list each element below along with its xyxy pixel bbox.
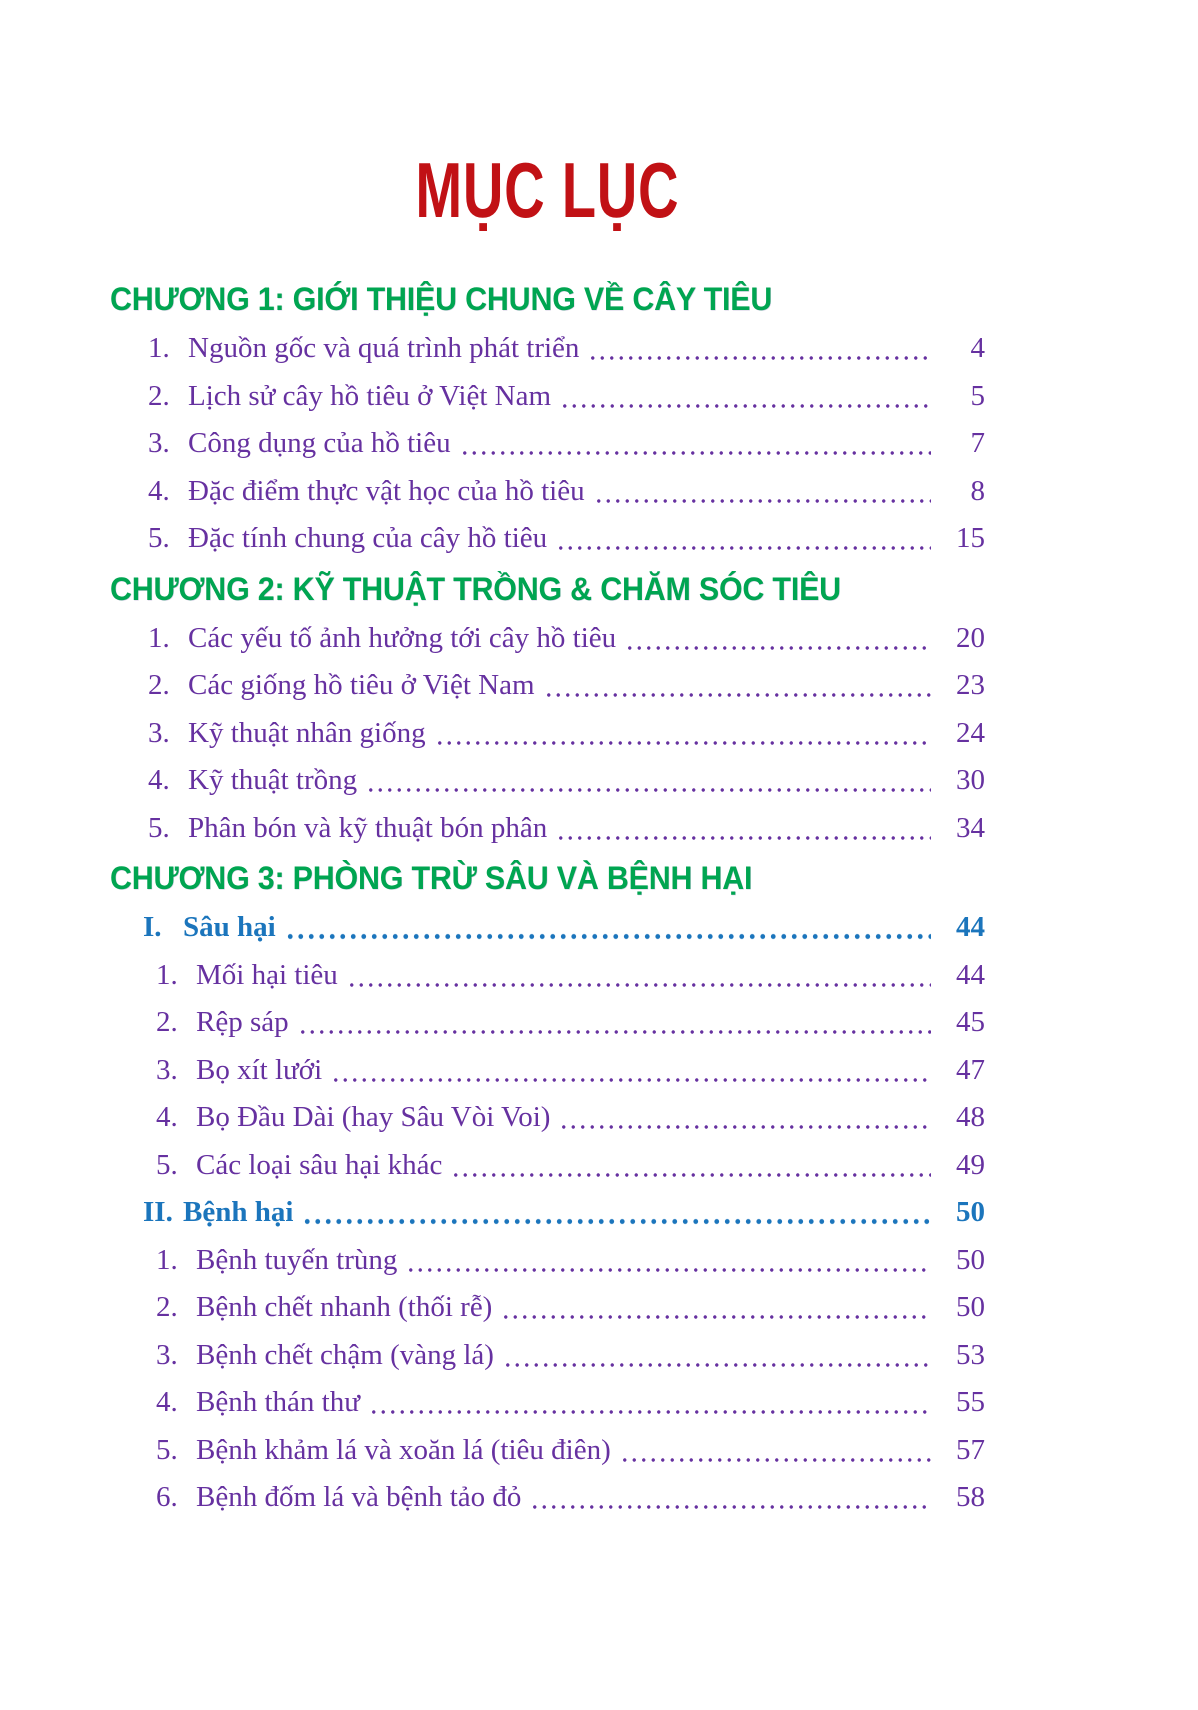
page-number: 5 [970,379,985,412]
entry-label: Bọ Đầu Dài (hay Sâu Vòi Voi) [196,1101,551,1133]
dot-leader [588,325,931,373]
entry-number: 6. [156,1481,178,1513]
entry-number: 1. [148,621,170,654]
page-number: 50 [956,1291,985,1323]
chapter-heading [110,852,985,904]
toc-entry [110,662,985,710]
toc-entry [110,1427,985,1475]
dot-leader [625,615,931,663]
page-number: 58 [956,1481,985,1513]
dot-leader [530,1474,931,1522]
entry-number: 5. [148,522,170,554]
toc-entry [110,1047,985,1095]
page-number: 4 [970,332,985,364]
entry-label: Bệnh khảm lá và xoăn lá (tiêu điên) [196,1433,611,1466]
section-label: Bệnh hại [183,1196,294,1228]
entry-number: 4. [148,764,170,796]
entry-number: 4. [148,474,170,507]
dot-leader [460,420,931,468]
dot-leader [406,1237,931,1285]
page-number: 50 [956,1243,985,1276]
chapter-heading-label: CHƯƠNG 1: GIỚI THIỆU CHUNG VỀ CÂY TIÊU [110,281,773,317]
entry-number: 2. [156,1006,178,1038]
page-title [110,146,985,234]
entry-number: 5. [156,1148,178,1181]
entry-number: 3. [148,716,170,749]
page-number: 24 [956,716,985,749]
dot-leader [544,662,932,710]
page-number: 34 [956,811,985,844]
toc-entry [110,710,985,758]
page-number: 44 [956,911,985,943]
toc-entry [110,1094,985,1142]
page-number: 30 [956,764,985,796]
toc-entry [110,515,985,563]
dot-leader [594,468,931,516]
toc-entry [110,1332,985,1380]
entry-label: Đặc điểm thực vật học của hồ tiêu [188,474,585,507]
entry-label: Phân bón và kỹ thuật bón phân [188,811,548,844]
page-number: 47 [956,1053,985,1086]
toc-entry [110,999,985,1047]
page-number: 8 [970,474,985,507]
entry-number: 4. [156,1386,178,1418]
entry-label: Rệp sáp [196,1006,289,1038]
entry-number: 1. [156,1243,178,1276]
entry-number: 3. [156,1053,178,1086]
page-number: 48 [956,1101,985,1133]
toc-entry [110,1284,985,1332]
entry-label: Mối hại tiêu [196,958,338,991]
section-header [110,904,985,952]
dot-leader [620,1427,931,1475]
page-number: 50 [956,1196,985,1228]
entry-label: Bệnh thán thư [196,1386,360,1418]
entry-label: Bệnh tuyến trùng [196,1243,398,1276]
toc-entry [110,1474,985,1522]
toc-entry [110,1142,985,1190]
entry-label: Kỹ thuật nhân giống [188,716,426,749]
dot-leader [285,904,931,952]
toc-entry [110,1379,985,1427]
toc-entry [110,615,985,663]
entry-label: Kỹ thuật trồng [188,764,358,796]
entry-label: Đặc tính chung của cây hồ tiêu [188,522,548,554]
entry-label: Các loại sâu hại khác [196,1148,443,1181]
entry-label: Các giống hồ tiêu ở Việt Nam [188,669,535,701]
entry-number: 2. [156,1291,178,1323]
dot-leader [560,373,931,421]
table-of-contents [110,273,985,1522]
entry-label: Bệnh chết nhanh (thối rễ) [196,1291,493,1323]
page-number: 20 [956,621,985,654]
dot-leader [298,999,931,1047]
page-number: 44 [956,958,985,991]
entry-number: 4. [156,1101,178,1133]
toc-entry [110,420,985,468]
section-header [110,1189,985,1237]
dot-leader [451,1142,931,1190]
entry-label: Lịch sử cây hồ tiêu ở Việt Nam [188,379,551,412]
dot-leader [435,710,931,758]
entry-number: 1. [156,958,178,991]
page-number: 45 [956,1006,985,1038]
dot-leader [369,1379,931,1427]
entry-number: 5. [148,811,170,844]
page-number: 55 [956,1386,985,1418]
toc-entry [110,468,985,516]
chapter-heading [110,563,985,615]
dot-leader [556,515,931,563]
dot-leader [556,805,931,853]
entry-number: 2. [148,379,170,412]
chapter-heading [110,273,985,325]
toc-entry [110,1237,985,1285]
page-number: 23 [956,669,985,701]
entry-number: 3. [156,1338,178,1371]
entry-label: Bệnh đốm lá và bệnh tảo đỏ [196,1481,522,1513]
section-number: I. [143,911,162,943]
entry-number: 1. [148,332,170,364]
dot-leader [366,757,931,805]
entry-label: Bọ xít lưới [196,1053,323,1086]
toc-entry [110,757,985,805]
toc-entry [110,952,985,1000]
section-label: Sâu hại [183,911,276,943]
entry-label: Công dụng của hồ tiêu [188,427,451,459]
dot-leader [302,1189,931,1237]
toc-entry [110,325,985,373]
page-title-text: MỤC LỤC [415,146,680,234]
toc-entry [110,373,985,421]
entry-number: 3. [148,427,170,459]
page-number: 57 [956,1433,985,1466]
toc-entry [110,805,985,853]
dot-leader [347,952,931,1000]
entry-label: Các yếu tố ảnh hưởng tới cây hồ tiêu [188,621,617,654]
dot-leader [559,1094,931,1142]
dot-leader [501,1284,931,1332]
entry-label: Nguồn gốc và quá trình phát triển [188,332,580,364]
page-number: 15 [956,522,985,554]
chapter-heading-label: CHƯƠNG 3: PHÒNG TRỪ SÂU VÀ BỆNH HẠI [110,860,753,896]
section-number: II. [143,1196,173,1228]
page-number: 53 [956,1338,985,1371]
page-number: 7 [970,427,985,459]
entry-label: Bệnh chết chậm (vàng lá) [196,1338,494,1371]
entry-number: 2. [148,669,170,701]
entry-number: 5. [156,1433,178,1466]
dot-leader [331,1047,931,1095]
chapter-heading-label: CHƯƠNG 2: KỸ THUẬT TRỒNG & CHĂM SÓC TIÊU [110,570,841,607]
dot-leader [503,1332,931,1380]
page-number: 49 [956,1148,985,1181]
